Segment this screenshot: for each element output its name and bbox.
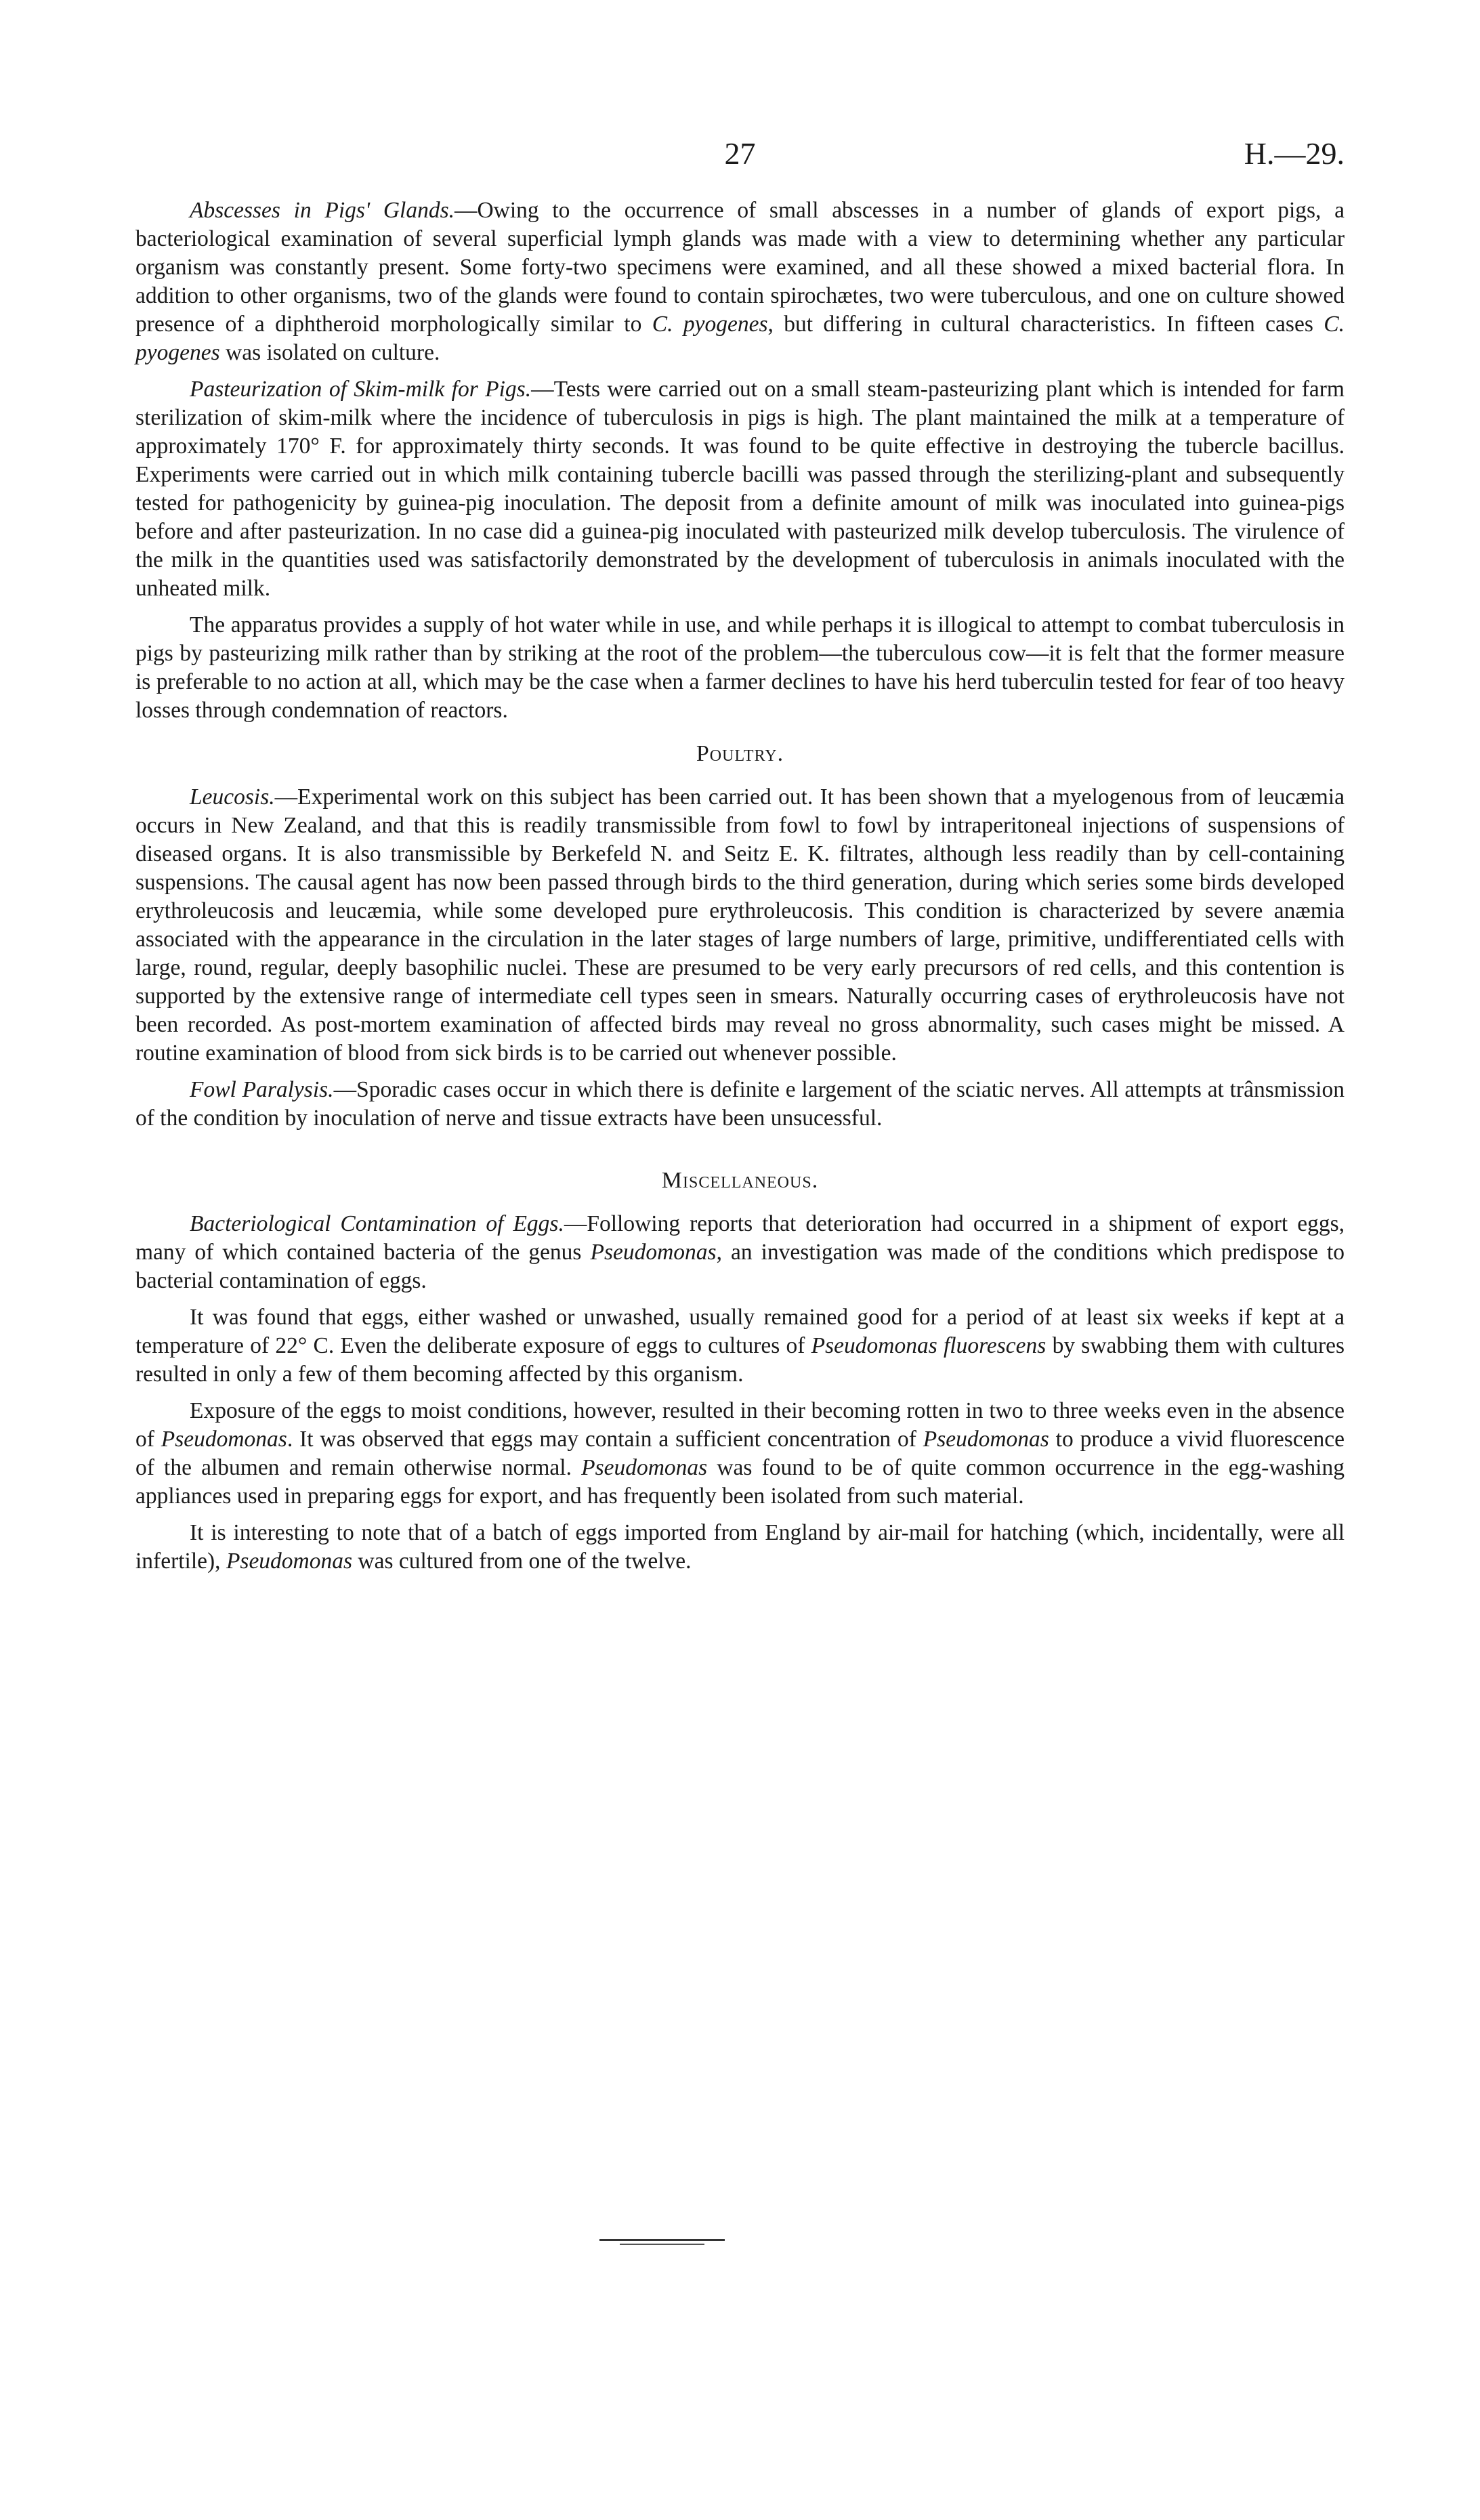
paragraph-text: to produce a vivid fluorescence of the albumen and remain otherwise normal. [135,1427,1345,1480]
paragraph-text: —Following reports that deterioration had occurred in a shipment of export eggs, many of which contained bacteria of the genus [135,1211,1345,1265]
paragraph-text: by swabbing them with cultures resulted in only a few of them becoming affected by this organism. [135,1333,1345,1387]
paragraph-egg-contamination [135,1210,1345,1295]
end-rule [599,2239,725,2241]
page-header [135,135,1345,196]
paragraph-text: It was found that eggs, either washed or unwashed, usually remained good for a period of at least six weeks if kept at a temperature of 22° C. Even the deliberate exposure of eggs to cultures of [135,1305,1345,1358]
paragraph-text: was cultured from one of the twelve. [352,1549,692,1574]
subsection-title: Fowl Paralysis. [190,1077,334,1102]
section-heading-miscellaneous: Miscellaneous. [661,1168,819,1193]
paragraph-egg-storage [135,1303,1345,1389]
organism-name: Pseudomonas [161,1427,287,1452]
organism-name: C. pyogenes [652,312,768,337]
paragraph-text: It is interesting to note that of a batch of eggs imported from England by air-mail for hatching (which, incidentally, were all infertile), [135,1520,1345,1574]
organism-name: C. pyogenes [135,312,1345,365]
organism-name: Pseudomonas [590,1240,717,1265]
paragraph-leucosis [135,783,1345,1068]
paragraph-text: . It was observed that eggs may contain a sufficient concentration of [287,1427,923,1452]
organism-name: Pseudomonas [226,1549,353,1574]
subsection-title: Bacteriological Contamination of Eggs. [190,1211,564,1236]
page-number: 27 [724,136,756,171]
document-reference: H.—29. [1244,136,1345,171]
organism-name: Pseudomonas fluorescens [811,1333,1046,1358]
paragraph-abscesses [135,196,1345,367]
paragraph-text: , but differing in cultural characteristics. In fifteen cases [767,312,1324,337]
paragraph-pasteurization-2: The apparatus provides a supply of hot water while in use, and while perhaps it is illogical to attempt to combat tuberculosis in pigs by pasteurizing milk rather than by striking at the root of the problem—the tuberculous cow—it is felt that the former measure is preferable to no action at all, which may be the case when a farmer declines to have his herd tuberculin tested for fear of too heavy losses through condemnation of reactors. [135,612,1345,723]
subsection-title: Pasteurization of Skim-milk for Pigs. [190,377,532,402]
document-page [135,135,1345,1584]
paragraph-text: —Experimental work on this subject has been carried out. It has been shown that a myelogenous from of leucæmia occurs in New Zealand, and that this is readily transmissible from fowl to fowl by intraperitoneal injections of suspensions of diseased organs. It is also transmissible by Berkefeld N. and Seitz E. K. filtrates, although less readily than by cell-containing suspensions. The causal agent has now been passed through birds to the third generation, during which series some birds developed erythroleucosis and leucæmia, while some developed pure erythroleucosis. This condition is characterized by severe anæmia associated with the appearance in the circulation in the later stages of large numbers of large, primitive, undifferentiated cells with large, round, regular, deeply basophilic nuclei. These are presumed to be very early precursors of red cells, and this contention is supported by the extensive range of intermediate cell types seen in smears. Naturally occurring cases of erythroleucosis have not been recorded. As post-mortem examination of affected birds may reveal no gross abnormality, such cases might be missed. A routine examination of blood from sick birds is to be carried out whenever possible. [135,784,1345,1066]
paragraph-text: —Sporadic cases occur in which there is definite e largement of the sciatic nerves. All attempts at trânsmission of the condition by inoculation of nerve and tissue extracts have been unsucessful. [135,1077,1345,1131]
paragraph-imported-eggs [135,1519,1345,1576]
subsection-title: Leucosis. [190,784,275,810]
paragraph-text: was found to be of quite common occurrence in the egg-washing appliances used in preparing eggs for export, and has frequently been isolated from such material. [135,1455,1345,1509]
paragraph-egg-moisture [135,1397,1345,1511]
paragraph-pasteurization [135,375,1345,603]
subsection-title: Abscesses in Pigs' Glands. [190,198,454,223]
paragraph-text: —Tests were carried out on a small steam-pasteurizing plant which is intended for farm sterilization of skim-milk where the incidence of tuberculosis in pigs is high. The plant maintained the milk at a temperature of approximately 170° F. for approximately thirty seconds. It was found to be quite effective in destroying the tubercle bacillus. Experiments were carried out in which milk containing tubercle bacilli was passed through the sterilizing-plant and subsequently tested for pathogenicity by guinea-pig inoculation. The deposit from a definite amount of milk was inoculated into guinea-pigs before and after pasteurization. In no case did a guinea-pig inoculated with pasteurized milk develop tuberculosis. The virulence of the milk in the quantities used was satisfactorily demonstrated by the development of tuberculosis in animals inoculated with the unheated milk. [135,377,1345,601]
paragraph-text: —Owing to the occurrence of small abscesses in a number of glands of export pigs, a bacteriological examination of several superficial lymph glands was made with a view to determining whether any particular organism was constantly present. Some forty-two specimens were examined, and all these showed a mixed bacterial flora. In addition to other organisms, two of the glands were found to contain spirochætes, two were tuberculous, and one on culture showed presence of a diphtheroid morphologically similar to [135,198,1345,337]
section-heading-poultry: Poultry. [696,741,784,766]
organism-name: Pseudomonas [923,1427,1049,1452]
organism-name: Pseudomonas [581,1455,708,1480]
paragraph-text: Exposure of the eggs to moist conditions, however, resulted in their becoming rotten in two to three weeks even in the absence of [135,1398,1345,1452]
paragraph-text: was isolated on culture. [219,340,440,365]
paragraph-text: , an investigation was made of the conditions which predispose to bacterial contamination of eggs. [135,1240,1345,1293]
paragraph-fowl-paralysis [135,1076,1345,1133]
end-rule-short [620,2244,704,2245]
